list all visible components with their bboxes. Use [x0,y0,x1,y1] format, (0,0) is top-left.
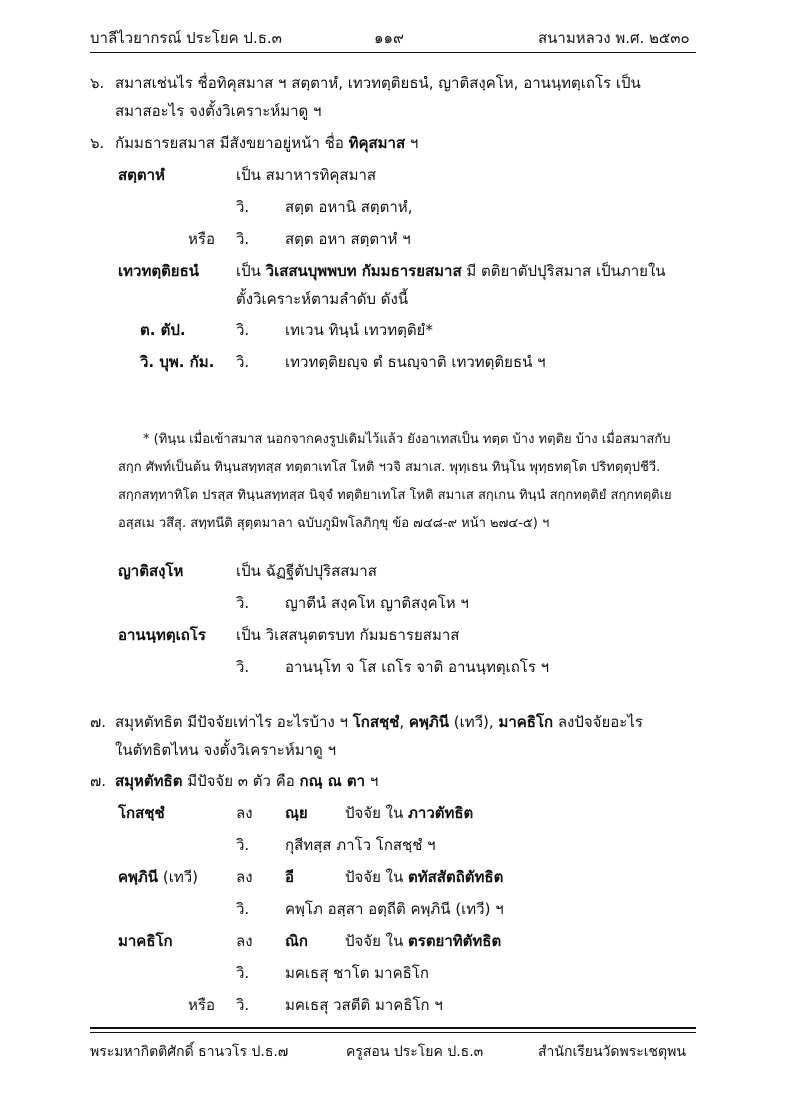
a6-step-1-label: ต. ตัป. [140,321,186,339]
a7-term-2-vi-label: วิ. [236,900,250,918]
a7-term-1-long: ลง [236,804,253,822]
a6-term-4-desc: เป็น วิเสสนุตตรบท กัมมธารยสมาส [236,626,460,644]
header-rule [90,52,696,53]
a7-term-1-suffix: ณฺย [285,804,308,822]
a6-term-3-vi: ญาตีนํ สงฺคโห ญาติสงฺคโห ฯ [285,594,469,612]
a6-term-1-desc: เป็น สมาหารทิคุสมาส [236,166,377,184]
a7-term-2-taddhita: ปัจจัย ใน ตทัสสัตถิตัทธิต [345,868,504,886]
a7-term-3-vi2-label: วิ. [236,996,250,1014]
a6-step-2-label: วิ. บุพ. กัม. [140,353,215,371]
a6-term-2-desc-line2: ตั้งวิเคราะห์ตามลำดับ ดังนี้ [236,290,409,308]
a7-term-3-alt: หรือ [188,996,215,1014]
a7-term-2-suffix: อี [285,868,295,886]
a7-term-1-taddhita: ปัจจัย ใน ภาวตัทธิต [345,804,474,822]
a7-term-1: โกสชฺชํ [118,804,165,822]
a6-term-1-vi: สตฺต อหานิ สตฺตาหํ, [285,198,413,216]
a7-intro: สมุหตัทธิต มีปัจจัย ๓ ตัว คือ กณฺ ณ ตา ฯ [115,772,379,790]
footnote-line-4: อสฺสเม วสึสุ. สทฺทนีติ สุตฺตมาลา ฉบับภูมิพโลภิกฺขุ ข้อ ๗๔๘-๙ หน้า ๒๗๔-๕) ฯ [118,516,550,531]
footer-rule-thick [90,1027,696,1029]
a7-term-2-vi: คพฺโภ อสฺสา อตฺถีติ คพฺภินี (เทวี) ฯ [285,900,504,918]
a6-number: ๖. [90,134,105,152]
a7-term-3-vi2: มคเธสุ วสตีติ มาคธิโก ฯ [285,996,443,1014]
a6-step-2-vi: เทวทตฺติยญฺจ ตํ ธนญฺจาติ เทวทตฺติยธนํ ฯ [285,353,546,371]
a7-term-3-long: ลง [236,932,253,950]
a6-intro: กัมมธารยสมาส มีสังขยาอยู่หน้า ชื่อ ทิคุสมาส ฯ [115,134,419,152]
q6-line1: สมาสเช่นไร ชื่อทิคุสมาส ฯ สตฺตาหํ, เทวทตฺติยธนํ, ญาติสงฺคโห, อานนฺทตฺเถโร เป็น [115,74,641,92]
a6-term-2-desc: เป็น วิเสสนบุพพบท กัมมธารยสมาส มี ตติยาตัปปุริสมาส เป็นภายใน [236,262,666,280]
header-left: บาลีไวยากรณ์ ประโยค ป.ธ.๓ [90,29,282,47]
a7-term-3-vi-label: วิ. [236,964,250,982]
footnote-line-2: สกฺก ศัพท์เป็นต้น ทินฺนสทฺทสฺส ทตฺตาเทโส โหติ ฯวจิ สมาเส. พุทฺเธน ทินฺโน พุทฺธทตฺโต ปริทตฺตุปชีวี. [118,460,661,475]
q7-line2: ในตัทธิตไหน จงตั้งวิเคราะห์มาดู ฯ [115,741,336,759]
q6-line2: สมาสอะไร จงตั้งวิเคราะห์มาดู ฯ [115,102,322,120]
a6-term-3: ญาติสงฺโห [118,562,184,580]
q6-number: ๖. [90,74,105,92]
a7-term-2-long: ลง [236,868,253,886]
a6-term-1: สตฺตาหํ [118,166,165,184]
a6-term-1-vi-label: วิ. [236,198,250,216]
a7-term-1-vi: กุสีทสฺส ภาโว โกสชฺชํ ฯ [285,836,436,854]
a6-term-3-desc: เป็น ฉัฏฐีตัปปุริสสมาส [236,562,377,580]
a6-term-4-vi: อานนฺโท จ โส เถโร จาติ อานนฺทตฺเถโร ฯ [285,658,550,676]
footer-center: ครูสอน ประโยค ป.ธ.๓ [346,1044,484,1060]
a7-number: ๗. [90,772,107,790]
q7-number: ๗. [90,713,107,731]
a6-term-2: เทวทตฺติยธนํ [118,262,200,280]
a6-step-1-vi-label: วิ. [236,321,250,339]
a7-term-3-taddhita: ปัจจัย ใน ตรตยาทิตัทธิต [345,932,502,950]
a6-term-4-vi-label: วิ. [236,658,250,676]
header-right: สนามหลวง พ.ศ. ๒๕๓๐ [538,29,690,47]
a6-term-1-alt: หรือ [188,230,215,248]
footnote-line-3: สกฺกสทฺทาทิโต ปรสฺส ทินฺนสทฺทสฺส นิจฺจํ ทตฺติยาเทโส โหติ สมาเส สกฺเกน ทินฺนํ สกฺกทตฺติยํ สกฺกทตฺติเย [118,488,672,503]
footer-left: พระมหากิตติศักดิ์ ธานวโร ป.ธ.๗ [90,1044,289,1060]
a6-term-3-vi-label: วิ. [236,594,250,612]
a6-term-4: อานนฺทตฺเถโร [118,626,206,644]
a7-term-3-vi: มคเธสุ ชาโต มาคธิโก [285,964,429,982]
a7-term-3-suffix: ณิก [285,932,308,950]
a7-term-3: มาคธิโก [118,932,173,950]
a7-term-1-vi-label: วิ. [236,836,250,854]
footer-rule-thin [90,1032,696,1033]
a6-term-1-vi2: สตฺต อหา สตฺตาหํ ฯ [285,230,411,248]
footer-right: สำนักเรียนวัดพระเชตุพน [538,1044,686,1060]
header-page-number: ๑๑๙ [374,29,405,47]
a6-term-1-vi2-label: วิ. [236,230,250,248]
footnote-line-1: * (ทินฺน เมื่อเข้าสมาส นอกจากคงรูปเดิมไว้แล้ว ยังอาเทสเป็น ทตฺต บ้าง ทตฺติย บ้าง เมื่อสมาสกับ [143,432,671,447]
a6-step-1-vi: เทเวน ทินฺนํ เทวทตฺติยํ* [285,321,433,339]
q7-line1: สมุหตัทธิต มีปัจจัยเท่าไร อะไรบ้าง ฯ โกสชฺชํ, คพฺภินี (เทวี), มาคธิโก ลงปัจจัยอะไร [115,713,643,731]
a6-step-2-vi-label: วิ. [236,353,250,371]
a7-term-2: คพฺภินี (เทวี) [118,868,198,886]
